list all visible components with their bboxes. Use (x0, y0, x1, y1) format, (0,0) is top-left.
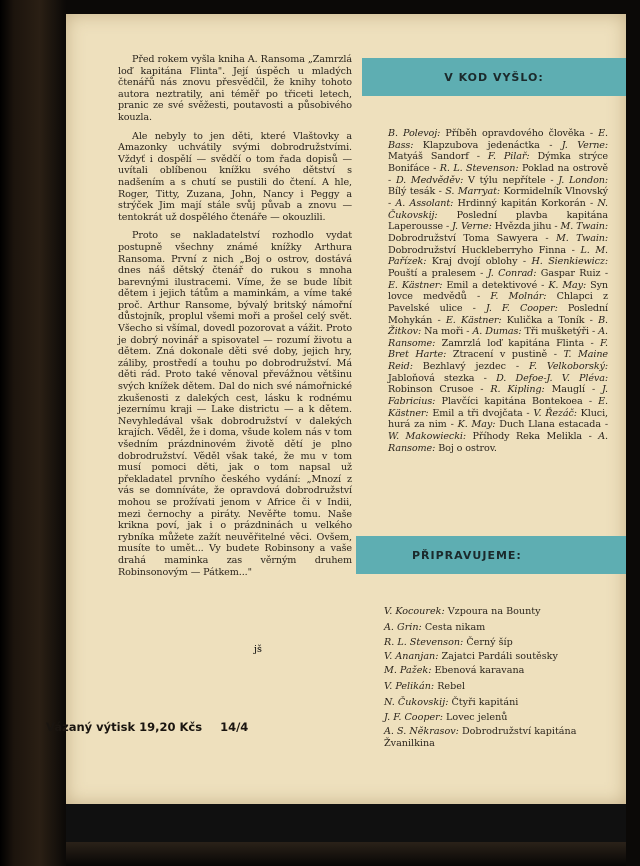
entry-separator: - (584, 128, 599, 139)
entry-separator: - (473, 384, 491, 396)
entry-separator: - (551, 221, 561, 233)
published-title: Kraj dvojí oblohy (426, 256, 518, 268)
published-author: H. Sienkiewicz: (531, 256, 608, 268)
published-title: Dobrodružství Huckleberryho Finna (388, 244, 567, 256)
published-author: K. May: (548, 279, 587, 291)
entry-separator: - (475, 267, 488, 279)
published-author: D. Medvěděv: (395, 174, 464, 186)
published-author: N. Čukovskij: (388, 197, 609, 221)
published-title: Hrdinný kapitán Korkorán (453, 197, 586, 209)
entry-separator: - (585, 197, 598, 209)
published-author: A. Assolant: (395, 197, 454, 209)
entry-separator: - (505, 361, 529, 373)
blurb-paragraph: Před rokem vyšla kniha A. Ransoma „Zamrzlá loď kapitána Flinta". Její úspěch u mladých čtenářů nás znovu přesvědčil, že knihy tohoto autora neztratily, ani téměř po třiceti letech, pranic ze své svěžesti, poutavosti a působivého kouzla. (118, 54, 352, 123)
published-title: Emil a detektivové (442, 279, 538, 291)
published-author: F. Bret Harte: (388, 337, 608, 361)
upcoming-entry (384, 679, 614, 695)
published-author: L. M. Pařízek: (388, 244, 609, 268)
published-title: Poslední Mohykán (388, 302, 608, 326)
published-title: Jabloňová stezka (388, 372, 475, 384)
published-title: Dobrodružství Toma Sawyera (388, 232, 538, 244)
published-author: E. Kästner: (445, 314, 502, 326)
cover-bottom-band (66, 804, 626, 842)
published-title: Bezhlavý jezdec (412, 361, 506, 373)
upcoming-author: A. S. Někrasov: (384, 725, 459, 737)
published-title: Poslední plavba kapitána Laperousse (388, 209, 608, 233)
published-entry (395, 198, 585, 209)
upcoming-heading-band (356, 536, 626, 574)
entry-separator: - (446, 419, 458, 431)
published-entry (446, 315, 585, 326)
published-title: Gaspar Ruiz (536, 267, 601, 279)
entry-separator: - (545, 174, 559, 186)
upcoming-author: V. Ananjan: (384, 651, 439, 663)
upcoming-title: Černý šíp (463, 637, 513, 649)
published-title: Plavčíci kapitána Bontekoea (435, 396, 583, 408)
upcoming-entry (384, 651, 614, 663)
published-entry (458, 419, 601, 430)
blurb-paragraph: Ale nebyly to jen děti, které Vlaštovky a Amazonky uchvátily svými dobrodružstvími. Vždyť i dospělí — svědčí o tom řada dopisů — uvítali oblíbenou knížku svého dětství s nadšením a s chutí se pustili do čtení. A hle, Roger, Titty, Zuzana, John, Nancy i Peggy a strýček Jim mají stále svůj půvab a znovu — tentokrát už dospělého čtenáře — okouzlili. (118, 130, 352, 223)
signature-initials: jš (254, 644, 262, 655)
upcoming-entry (384, 695, 614, 711)
entry-separator: - (429, 162, 440, 174)
published-title: Chlapci z Pavelské ulice (388, 291, 608, 314)
published-author: E. Kästner: (388, 396, 609, 419)
published-entry (388, 280, 537, 291)
upcoming-author: N. Čukovskij: (384, 696, 449, 708)
entry-separator: - (442, 221, 453, 233)
upcoming-heading: PŘIPRAVUJEME: (412, 548, 522, 562)
published-author: F. Molnár: (490, 291, 547, 303)
entry-separator: - (537, 232, 556, 244)
entry-separator: - (463, 326, 473, 338)
published-title: Příběh opravdového člověka (440, 128, 585, 139)
entry-separator: - (582, 396, 599, 408)
upcoming-entry (384, 635, 614, 651)
published-author: R. Kipling: (490, 384, 545, 396)
price-line (46, 720, 248, 734)
upcoming-author: V. Kocourek: (384, 606, 445, 617)
published-entry (388, 431, 582, 442)
published-author: J. Conrad: (487, 267, 537, 279)
entry-separator: - (582, 431, 599, 443)
published-title: Poklad na ostrově (518, 162, 609, 174)
entry-separator: - (547, 349, 564, 361)
published-title: Kulička a Toník (501, 314, 585, 326)
cover-bottom-edge (66, 842, 626, 866)
published-author: J. Verne: (561, 139, 608, 151)
upcoming-title: Čtyři kapitáni (448, 696, 519, 708)
published-author: J. London: (558, 174, 608, 186)
published-author: J. Verne: (452, 221, 492, 233)
published-title: V týlu nepřítele (463, 174, 546, 186)
upcoming-title: Cesta nikam (421, 621, 486, 633)
published-title: Syn lovce medvědů (388, 279, 609, 303)
published-title: Příhody Reka Melikla (466, 431, 583, 443)
published-author: W. Makowiecki: (388, 431, 467, 443)
upcoming-title: Dobrodružství kapitána Žvanilkina (384, 725, 577, 749)
upcoming-entry (384, 663, 614, 679)
published-title: Boj o ostrov. (435, 442, 497, 454)
entry-separator: - (584, 314, 599, 326)
published-author: F. Pilař: (487, 151, 530, 163)
published-title: Kormidelník Vlnovský (500, 186, 608, 198)
price-code: 14/4 (220, 720, 249, 734)
published-author: E. Bass: (388, 128, 608, 151)
price-label: Vázaný výtisk 19,20 Kčs (46, 720, 203, 734)
published-heading-band (362, 58, 626, 96)
published-entry (472, 326, 589, 337)
published-entry (396, 175, 546, 186)
published-entry (490, 384, 585, 395)
published-author: K. May: (457, 419, 496, 431)
published-author: J. F. Cooper: (485, 302, 558, 314)
book-back-cover (66, 14, 626, 804)
published-entry (445, 186, 608, 197)
upcoming-entry (384, 726, 614, 750)
published-title: Duch Llana estacada (495, 419, 601, 431)
published-title: Tři mušketýři (521, 326, 590, 338)
upcoming-title: Lovec jelenů (443, 712, 508, 724)
published-author: R. L. Stevenson: (439, 162, 519, 174)
entry-separator: - (474, 372, 497, 384)
entry-separator: - (589, 326, 599, 338)
published-title: Kluci, hurá za nim (388, 407, 608, 431)
entry-separator: - (600, 267, 608, 279)
published-list (388, 128, 608, 454)
published-author: A. Ransome: (388, 326, 608, 349)
entry-separator: - (388, 197, 396, 209)
upcoming-author: M. Pažek: (384, 665, 432, 677)
entry-separator: - (432, 314, 446, 326)
entry-separator: - (584, 337, 600, 349)
entry-separator: - (388, 174, 396, 186)
published-author: V. Řezáč: (533, 407, 577, 419)
entry-separator: - (537, 279, 549, 291)
entry-separator: - (462, 302, 486, 314)
published-author: B. Žitkov: (388, 314, 608, 338)
published-author: F. Velkoborský: (528, 361, 608, 373)
published-author: J. Fabricius: (388, 384, 608, 408)
upcoming-author: V. Pelikán: (384, 680, 435, 692)
entry-separator: - (585, 384, 603, 396)
published-author: E. Kästner: (388, 279, 443, 291)
published-entry (388, 128, 585, 139)
entry-separator: - (517, 256, 532, 268)
published-title: Ztracení v pustině (446, 349, 548, 361)
published-author: S. Marryat: (445, 186, 501, 198)
published-title: Dýmka strýce Bonifáce (388, 151, 608, 174)
published-author: A. Dumas: (472, 326, 522, 338)
upcoming-list (384, 604, 614, 750)
entry-separator: - (468, 151, 488, 163)
published-title: Emil a tři dvojčata (428, 407, 523, 419)
entry-separator: - (600, 419, 609, 431)
published-entry (440, 163, 608, 174)
upcoming-title: Zajatci Pardáli soutěsky (438, 651, 558, 663)
published-author: B. Polevoj: (388, 128, 441, 139)
upcoming-title: Rebel (434, 680, 465, 692)
upcoming-entry (384, 710, 614, 726)
upcoming-author: R. L. Stevenson: (384, 637, 464, 649)
upcoming-entry (384, 604, 614, 620)
published-title: Zamrzlá loď kapitána Flinta (435, 337, 585, 349)
upcoming-title: Ebenová karavana (431, 665, 525, 677)
entry-separator: - (435, 186, 446, 198)
published-title: Mauglí (544, 384, 585, 396)
published-author: T. Maine Reid: (388, 349, 608, 373)
published-title: Robinson Crusoe (388, 384, 474, 396)
published-author: M. Twain: (560, 221, 608, 233)
entry-separator: - (522, 407, 534, 419)
published-title: Matyáš Sandorf (388, 151, 469, 163)
blurb-paragraph: Proto se nakladatelství rozhodlo vydat postupně všechny známé knížky Arthura Ransoma. První z nich „Boj o ostrov, dostává dnes náš dětský čtenář do rukou s mnoha barevnými ilustracemi. Víme, že se bude líbit dětem i jejich tátům a maminkám, a víme také proč. Arthur Ransome, bývalý britský námořní důstojník, proplul všemi moři a prošel celý svět. Všecho si všímal, dovedl pozorovat a vážit. Proto je dobrý novinář a spisovatel — rozumí životu a dětem. Zná dokonale děti své doby, jejich hry, záliby, prostředí a touhu po dobrodružství. Má děti rád. Proto také věnoval převážnou většinu svých knížek dětem. Dal do nich své námořnické zkušenosti z dalekých cest, lásku k rodnému jezernímu kraji — Lake districtu — a k dětem. Nevyhledával však dobrodružství v dalekých krajích. Věděl, že i doma, všude kolem nás v tom všedním prázdninovém životě dětí je plno dobrodružství. Věděl však také, že mu v tom musí pomoci děti, jak o tom napsal už překladatel prvního českého vydání: „Mnozí z vás se domníváte, že opravdová dobrodružství mohou se prožívati jenom v Africe či v Indii, mezi černochy a piráty. Nevěřte tomu. Naše krikna poví, jak i o prázdninách u velkého rybníka můžete zažít neuvěřitelné věci. Ovšem, musíte to umět... Vy budete Robinsony a vaše drahá maminka zas věrným druhem Robinsonovým — Pátkem..." (118, 230, 352, 578)
entry-separator: - (566, 244, 581, 256)
published-title: Hvězda jihu (491, 221, 552, 233)
published-author: M. Twain: (555, 232, 608, 244)
entry-separator: - (539, 139, 562, 151)
blurb-column (118, 54, 352, 585)
upcoming-title: Vzpoura na Bounty (444, 606, 541, 617)
published-author: D. Defoe-J. V. Pléva: (496, 372, 609, 384)
upcoming-author: A. Grin: (384, 621, 422, 633)
published-entry (488, 268, 601, 279)
published-author: A. Ransome: (388, 431, 608, 454)
published-entry (452, 221, 551, 232)
published-title: Klapzubova jedenáctka (413, 139, 540, 151)
published-title: Na moři (421, 326, 464, 338)
published-heading: V KOD VYŠLO: (444, 70, 544, 84)
upcoming-author: J. F. Cooper: (384, 712, 443, 724)
upcoming-entry (384, 620, 614, 636)
published-title: Pouští a pralesem (388, 267, 476, 279)
published-title: Bílý tesák (388, 186, 436, 198)
entry-separator: - (466, 291, 491, 303)
